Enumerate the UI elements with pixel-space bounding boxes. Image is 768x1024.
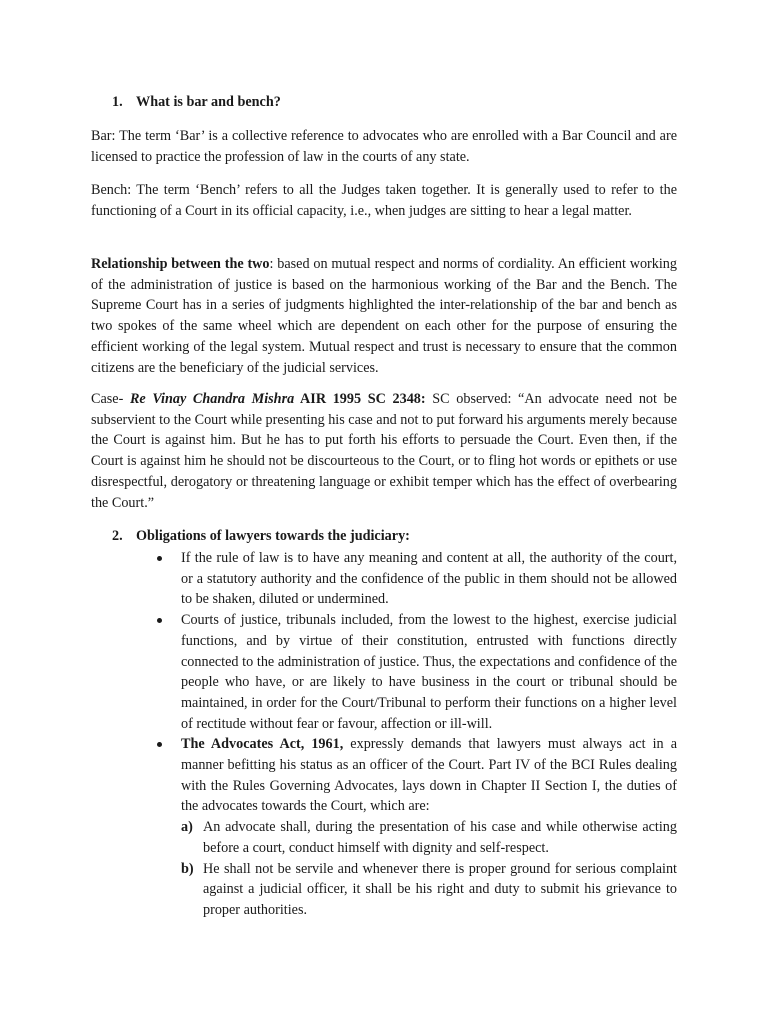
bullet-icon (157, 618, 162, 623)
case-name: Re Vinay Chandra Mishra (129, 391, 295, 407)
sub-marker-a: a) (181, 819, 193, 836)
sub-a-text: An advocate shall, during the presentation of his case and while otherwise acting before a court, conduct himself with dignity and self-respect. (203, 819, 677, 856)
list-item (181, 817, 677, 858)
section-1-number: 1. (112, 94, 123, 110)
advocates-act-label: The Advocates Act, 1961, (181, 736, 344, 753)
section-1-heading (112, 92, 281, 113)
bullet-1-text: If the rule of law is to have any meaning and content at all, the authority of the court, or a statutory authority and the confidence of the public in them should not be allowed to be shaken, diluted or undermined. (181, 550, 677, 608)
duties-sublist (181, 817, 677, 921)
bar-paragraph: Bar: The term ‘Bar’ is a collective reference to advocates who are enrolled with a Bar Council and are licensed to practice the profession of law in the courts of any state. (91, 128, 677, 165)
bullet-3-text: expressly demands that lawyers must always act in a manner befitting his status as an officer of the Court. Part IV of the BCI Rules dealing with the Rules Governing Advocates, lays down in Chapter II Section I, the duties of the advocates towards the Court, which are: (181, 736, 677, 815)
bullet-icon (157, 556, 162, 561)
list-item (181, 548, 677, 610)
list-item (181, 734, 677, 920)
bullet-icon (157, 742, 162, 747)
sub-marker-b: b) (181, 860, 194, 877)
list-item (181, 610, 677, 734)
relationship-label: Relationship between the two (91, 256, 270, 272)
section-1-title: What is bar and bench? (136, 94, 281, 110)
section-2-number: 2. (112, 528, 123, 544)
relationship-paragraph (91, 254, 677, 378)
list-item (181, 859, 677, 921)
obligations-list (181, 548, 677, 921)
section-2-heading (112, 526, 410, 547)
case-citation: AIR 1995 SC 2348: (294, 391, 426, 407)
case-text: SC observed: “An advocate need not be subservient to the Court while presenting his case and not to put forward his arguments merely because the Court is against him. But he has to put forth his efforts to persuade the Court. Even then, if the Court is against him he should not be discourteous to the Court, or to fling hot words or epithets or use disrespectful, derogatory or threatening language or exhibit temper which has the effect of overbearing the Court.” (91, 391, 678, 511)
case-paragraph (91, 389, 677, 513)
case-prefix: Case- (91, 391, 130, 407)
relationship-text: : based on mutual respect and norms of cordiality. An efficient working of the administration of justice is based on the harmonious working of the Bar and the Bench. The Supreme Court has in a series of judgments highlighted the inter-relationship of the bar and bench as two spokes of the same wheel which are dependent on each other for the purpose of ensuring the efficient working of the legal system. Mutual respect and trust is necessary to ensure that the common citizens are the beneficiary of the judicial services. (91, 256, 677, 376)
sub-b-text: He shall not be servile and whenever there is proper ground for serious complaint against a judicial officer, it shall be his right and duty to submit his grievance to proper authorities. (203, 860, 677, 918)
bench-paragraph: Bench: The term ‘Bench’ refers to all the Judges taken together. It is generally used to refer to the functioning of a Court in its official capacity, i.e., when judges are sitting to hear a legal matter. (91, 182, 677, 219)
bullet-2-text: Courts of justice, tribunals included, from the lowest to the highest, exercise judicial functions, and by virtue of their constitution, entrusted with functions directly connected to the administration of justice. Thus, the expectations and confidence of the people who have, or are likely to have business in the court or tribunal should be maintained, in order for the Court/Tribunal to perform their functions on a higher level of rectitude without fear or favour, affection or ill-will. (181, 612, 677, 732)
section-2-title: Obligations of lawyers towards the judiciary: (136, 528, 410, 544)
